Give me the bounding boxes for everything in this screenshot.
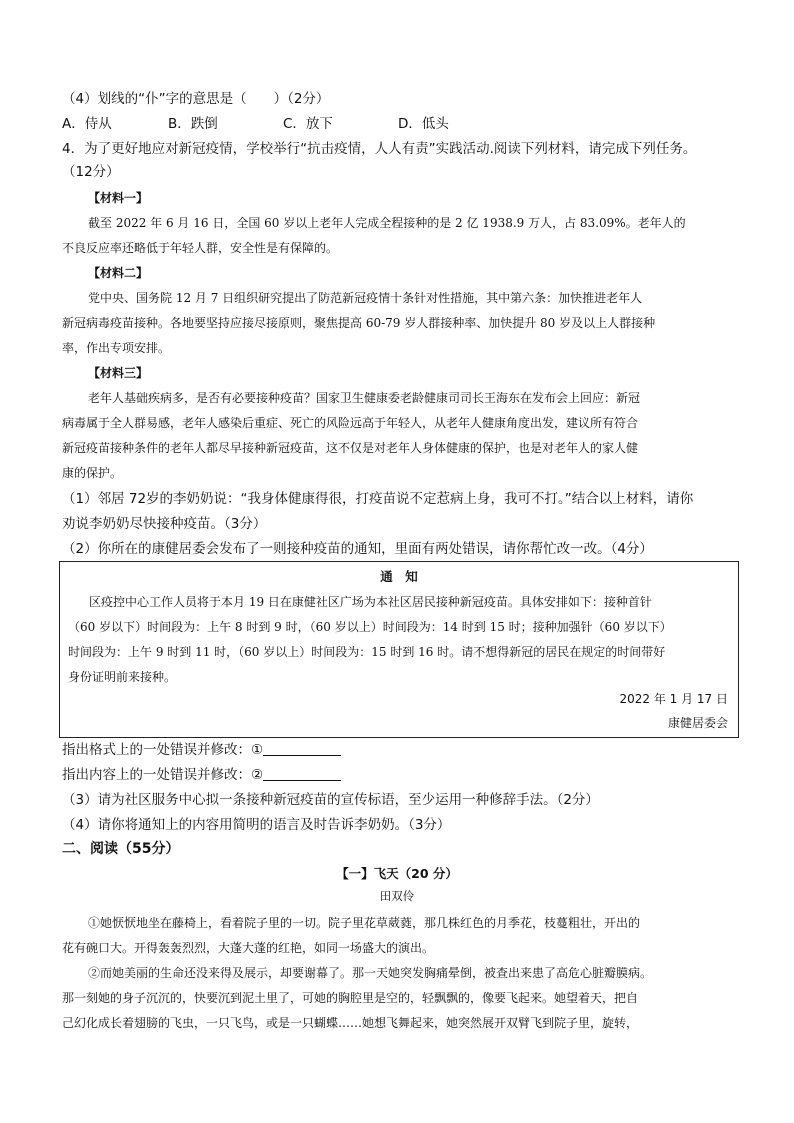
notice-line: 时间段为：上午 9 时到 11 时，（60 岁以上）时间段为：15 时到 16 时。请不想得新冠的居民在规定的时间带好: [68, 645, 666, 659]
material-2-line: 率，作出专项安排。: [62, 341, 171, 355]
sub-question-4: （4）请你将通知上的内容用简明的语言及时告诉李奶奶。（3分）: [62, 817, 451, 833]
notice-line: （60 岁以下）时间段为：上午 8 时到 9 时，（60 岁以上）时间段为：14 时到 15 时；接种加强针（60 岁以下）: [68, 620, 672, 634]
reading-author: 田双伶: [379, 889, 415, 903]
section-2-heading: 二、阅读（55分）: [62, 841, 180, 857]
option-c: C．放下: [283, 116, 333, 132]
notice-title: 通 知: [380, 569, 418, 584]
material-3-line: 新冠疫苗接种条件的老年人都尽早接种新冠疫苗，这不仅是对老年人身体健康的保护，也是对老年人的家人健: [62, 441, 639, 455]
fill-in-format: [62, 740, 742, 760]
notice-line: 身份证明前来接种。: [68, 670, 177, 684]
reading-paragraph-line: ①她恹恹地坐在藤椅上，看着院子里的一切。院子里花草葳蕤，那几株红色的月季花，枝蔓粗壮，开出的: [88, 916, 641, 930]
fill-in-format-prompt: 指出格式上的一处错误并修改：①: [62, 742, 264, 758]
material-2-line: 党中央、国务院 12 月 7 日组织研究提出了防范新冠疫情十条针对性措施，其中第六条：加快推进老年人: [88, 291, 643, 305]
q4-stem-line1: 4．为了更好地应对新冠疫情，学校举行“抗击疫情，人人有责”实践活动.阅读下列材料，请完成下列任务。: [62, 141, 697, 157]
material-2-title: 【材料二】: [88, 266, 149, 280]
material-3-line: 病毒属于全人群易感，老年人感染后重症、死亡的风险远高于年轻人，从老年人健康角度出发，建议所有符合: [62, 416, 639, 430]
answer-blank[interactable]: [263, 766, 341, 781]
material-1-title: 【材料一】: [88, 191, 149, 205]
material-3-line: 康的保护。: [62, 466, 123, 480]
reading-paragraph-line: 己幻化成长着翅膀的飞虫，一只飞鸟，或是一只蝴蝶……她想飞舞起来，她突然展开双臂飞到院子里，旋转，: [62, 1016, 639, 1030]
fill-in-content: [62, 765, 742, 785]
material-1-line: 截至 2022 年 6 月 16 日，全国 60 岁以上老年人完成全程接种的是 2 亿 1938.9 万人，占 83.09%。老年人的: [88, 216, 686, 230]
option-d: D．低头: [398, 116, 449, 132]
material-3-line: 老年人基础疾病多，是否有必要接种疫苗？国家卫生健康委老龄健康司司长王海东在发布会上回应：新冠: [88, 391, 641, 405]
reading-paragraph-line: 那一刻她的身子沉沉的，快要沉到泥土里了，可她的胸腔里是空的，轻飘飘的，像要飞起来。她望着天，把自: [62, 991, 639, 1005]
reading-part-title: 【一】飞天（20 分）: [336, 866, 458, 881]
sub-question-2: （2）你所在的康健居委会发布了一则接种疫苗的通知，里面有两处错误，请你帮忙改一改。（4分）: [62, 541, 653, 557]
reading-paragraph-line: 花有碗口大。开得轰轰烈烈，大蓬大蓬的红艳，如同一场盛大的演出。: [62, 941, 435, 955]
notice-signature: 康健居委会: [667, 716, 728, 730]
notice-date: 2022 年 1 月 17 日: [619, 692, 728, 706]
reading-paragraph-line: ②而她美丽的生命还没来得及展示，却要谢幕了。那一天她突发胸痛晕倒，被查出来患了高危心脏瓣膜病。: [88, 966, 653, 980]
answer-blank[interactable]: [263, 741, 341, 756]
option-b: B．跌倒: [168, 116, 218, 132]
sub-question-1-cont: 劝说李奶奶尽快接种疫苗。（3分）: [62, 516, 267, 532]
sub-question-3: （3）请为社区服务中心拟一条接种新冠疫苗的宣传标语，至少运用一种修辞手法。（2分）: [62, 792, 599, 808]
q4-4-stem: （4）划线的“仆”字的意思是（ ）（2分）: [62, 91, 330, 107]
material-3-title: 【材料三】: [88, 366, 149, 380]
notice-line: 区疫控中心工作人员将于本月 19 日在康健社区广场为本社区居民接种新冠疫苗。具体安排如下：接种首针: [89, 595, 652, 609]
material-2-line: 新冠病毒疫苗接种。各地要坚持应接尽接原则，聚焦提高 60-79 岁人群接种率、加快提升 80 岁及以上人群接种: [62, 316, 656, 330]
q4-stem-line2: （12分）: [62, 164, 120, 180]
fill-in-content-prompt: 指出内容上的一处错误并修改：②: [62, 767, 264, 783]
material-1-line: 不良反应率还略低于年轻人群，安全性是有保障的。: [62, 241, 339, 255]
sub-question-1: （1）邻居 72岁的李奶奶说：“我身体健康得很，打疫苗说不定惹病上身，我可不打。”结合以上材料，请你: [62, 491, 694, 507]
option-a: A．侍从: [62, 116, 112, 132]
notice-box: [59, 561, 739, 738]
